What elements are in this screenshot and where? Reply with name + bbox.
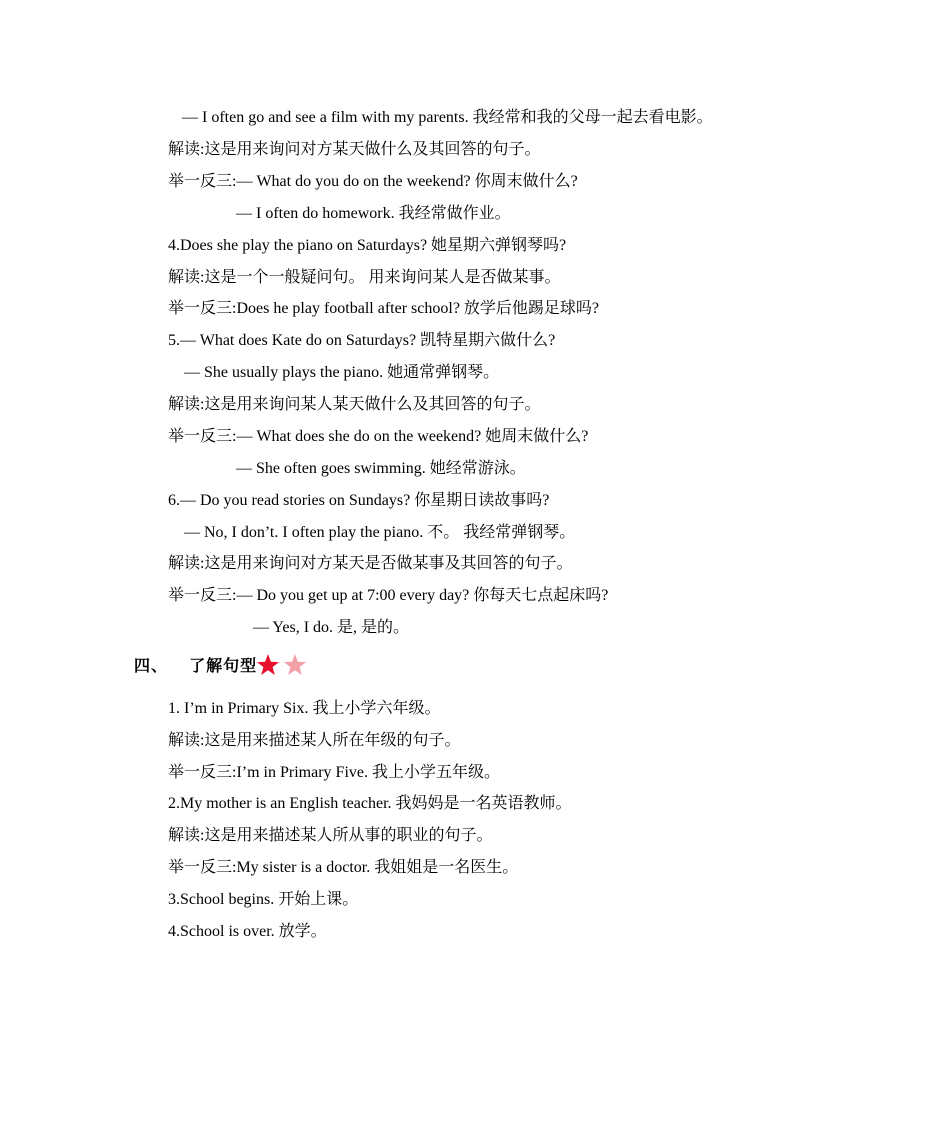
text-line: 解读:这是用来描述某人所在年级的句子。	[168, 732, 461, 749]
text-line: 举一反三:— What does she do on the weekend? 她周末做什么?	[168, 428, 589, 445]
text-line: 举一反三:I’m in Primary Five. 我上小学五年级。	[168, 764, 500, 781]
text-line: 1. I’m in Primary Six. 我上小学六年级。	[168, 700, 441, 717]
text-line: 6.— Do you read stories on Sundays? 你星期日读故事吗?	[168, 492, 550, 509]
text-line: — No, I don’t. I often play the piano. 不。 我经常弹钢琴。	[184, 524, 576, 541]
text-line: 举一反三:Does he play football after school? 放学后他踢足球吗?	[168, 300, 600, 317]
text-line: 解读:这是用来询问对方某天做什么及其回答的句子。	[168, 141, 541, 158]
star-filled-icon	[257, 654, 279, 675]
section-number: 四、	[134, 656, 169, 675]
text-line: 解读:这是用来描述某人所从事的职业的句子。	[168, 827, 493, 844]
star-faded-icon	[284, 654, 306, 675]
text-line: 4.School is over. 放学。	[168, 923, 327, 940]
text-line: — She often goes swimming. 她经常游泳。	[236, 460, 526, 477]
text-line: 解读:这是用来询问对方某天是否做某事及其回答的句子。	[168, 555, 573, 572]
text-line: 解读:这是一个一般疑问句。 用来询问某人是否做某事。	[168, 269, 561, 286]
text-line: 2.My mother is an English teacher. 我妈妈是一名英语教师。	[168, 795, 572, 812]
text-line: — I often go and see a film with my parents. 我经常和我的父母一起去看电影。	[182, 109, 713, 126]
text-line: 4.Does she play the piano on Saturdays? 她星期六弹钢琴吗?	[168, 237, 567, 254]
section-title: 了解句型	[189, 656, 258, 675]
text-line: — Yes, I do. 是, 是的。	[253, 619, 410, 636]
text-line: 解读:这是用来询问某人某天做什么及其回答的句子。	[168, 396, 541, 413]
text-line: — She usually plays the piano. 她通常弹钢琴。	[184, 364, 500, 381]
section-heading	[134, 656, 257, 676]
text-line: 举一反三:— What do you do on the weekend? 你周末做什么?	[168, 173, 578, 190]
text-line: 举一反三:My sister is a doctor. 我姐姐是一名医生。	[168, 859, 519, 876]
text-line: 5.— What does Kate do on Saturdays? 凯特星期六做什么?	[168, 332, 556, 349]
text-line: — I often do homework. 我经常做作业。	[236, 205, 511, 222]
text-line: 3.School begins. 开始上课。	[168, 891, 359, 908]
text-line: 举一反三:— Do you get up at 7:00 every day? 你每天七点起床吗?	[168, 587, 609, 604]
difficulty-stars	[256, 653, 312, 679]
